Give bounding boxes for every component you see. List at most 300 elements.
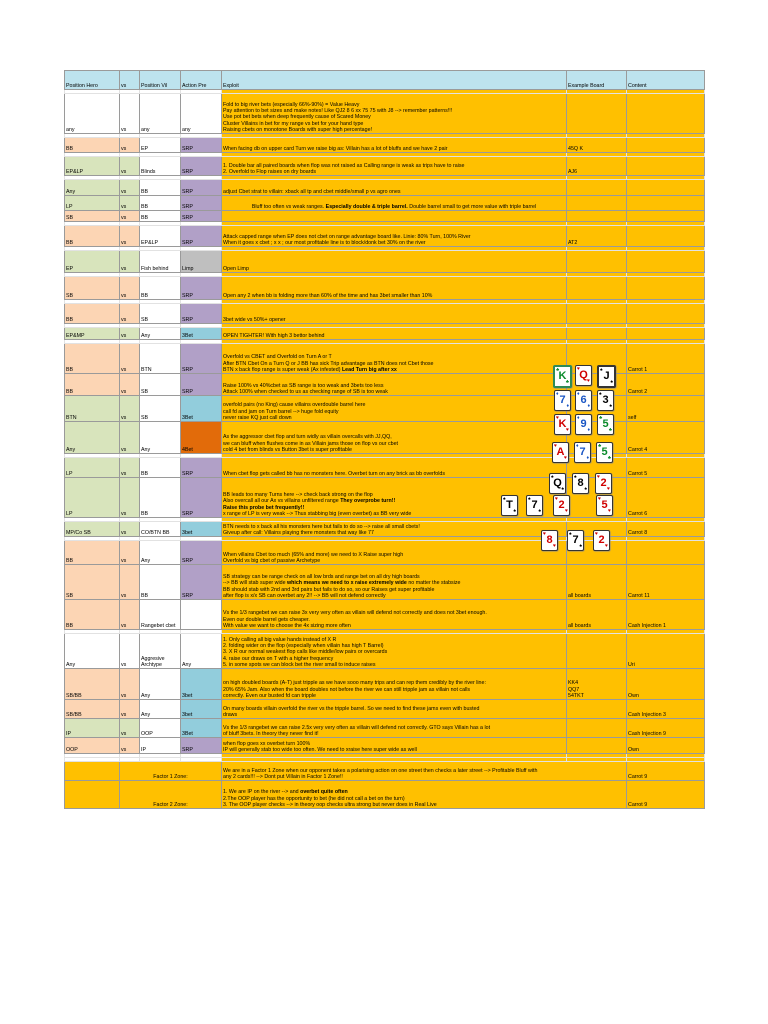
- cell-position-vil: [140, 669, 181, 700]
- vs-label: vs: [121, 746, 127, 753]
- exploit-line: 2. Overfold to Flop raises on dry boards: [223, 168, 317, 175]
- table-row: [65, 304, 705, 324]
- position-vil-label: Rangebet cbet: [141, 622, 176, 629]
- position-vil-label: SB: [141, 388, 149, 395]
- exploit-line: Attack 100% when checked to us as checking range of SB is too weak: [223, 388, 388, 395]
- exploit-line: Raising cbets on monotone Boards with super high percentage!: [223, 126, 372, 133]
- vs-label: vs: [121, 730, 127, 737]
- footer-empty: [65, 781, 120, 809]
- cell-position-vil: [140, 374, 181, 396]
- club-icon: ♣: [599, 415, 603, 421]
- position-vil-label: Fish behind: [141, 265, 169, 272]
- cell-action-pre: [181, 180, 222, 196]
- exploit-line: BB should stab with 2nd and 3rd pairs but fails to do so, so our Raises get super profitable: [223, 586, 435, 593]
- playing-card: [597, 390, 614, 411]
- cell-position-vil: [140, 157, 181, 176]
- cell-position-hero: [65, 196, 120, 211]
- cell-position-vil: [140, 196, 181, 211]
- exploit-line: Open Limp: [223, 265, 249, 272]
- action-pre-label: SRP: [182, 239, 193, 246]
- cell-vs: [120, 374, 140, 396]
- action-pre-label: SRP: [182, 168, 193, 175]
- exploit-line: Even our double barrel gets cheaper.: [223, 616, 310, 623]
- action-pre-label: SRP: [182, 145, 193, 152]
- exploit-line: BB leads too many Turns here --> check back strong on the flop: [223, 492, 373, 499]
- position-vil-label: BB: [141, 592, 149, 599]
- cell-position-hero: [65, 180, 120, 196]
- table-row: [65, 226, 705, 247]
- playing-card: [596, 442, 613, 463]
- cell-exploit: [222, 634, 567, 669]
- content-label: self: [628, 414, 637, 421]
- cell-position-vil: [140, 211, 181, 222]
- exploit-line: call fd and jam on Turn barrel --> huge fold equity: [223, 408, 339, 415]
- cell-exploit: [222, 738, 567, 754]
- header-position-hero: Position Hero: [65, 71, 120, 90]
- table-row: [65, 211, 705, 222]
- club-icon: ♣: [556, 367, 560, 373]
- cell-position-vil: [140, 478, 181, 518]
- cell-exploit: [222, 157, 567, 176]
- content-label: Cash Injection 1: [628, 622, 666, 629]
- exploit-line: SB strategy can be range check on all low brds and range bet on all dry high boards: [223, 574, 420, 581]
- cell-action-pre: [181, 541, 222, 565]
- content-label: Uri: [628, 661, 635, 668]
- cell-example-board: [567, 565, 627, 600]
- spade-icon: ♠: [561, 486, 564, 492]
- cell-content: [627, 738, 705, 754]
- action-pre-label: 3bet: [182, 692, 193, 699]
- table-row: [65, 157, 705, 176]
- cell-content: [627, 196, 705, 211]
- position-hero-label: EP&LP: [66, 168, 84, 175]
- vs-label: vs: [121, 557, 127, 564]
- cell-content: [627, 211, 705, 222]
- heart-icon: ♥: [608, 508, 611, 514]
- cell-action-pre: [181, 211, 222, 222]
- card-rank: 9: [580, 418, 587, 430]
- cell-action-pre: [181, 600, 222, 630]
- club-icon: ♣: [565, 379, 569, 385]
- cell-vs: [120, 304, 140, 324]
- card-rank: 7: [579, 446, 586, 458]
- exploit-line: overfold pairs (no King) cause villains overdouble barrel here: [223, 402, 366, 409]
- content-label: Carrot 1: [628, 366, 648, 373]
- table-row: [65, 94, 705, 134]
- exploit-line: --> BB will stab super wide which means we need to x raise extremely wide no matter the stabsize: [223, 580, 461, 587]
- cell-content: [627, 396, 705, 422]
- cell-position-hero: [65, 541, 120, 565]
- spade-icon: ♠: [584, 486, 587, 492]
- position-hero-label: SB/BB: [66, 692, 82, 699]
- content-label: Carrot 8: [628, 529, 648, 536]
- table-row: [65, 180, 705, 196]
- zone-label: Factor 1 Zone:: [153, 773, 188, 780]
- footer-row: [65, 781, 705, 809]
- cell-position-hero: [65, 396, 120, 422]
- cell-vs: [120, 700, 140, 719]
- exploit-line: 3bet wide vs 50%+ opener: [223, 316, 286, 323]
- playing-card: [501, 495, 518, 516]
- header-action-pre: Action Pre: [181, 71, 222, 90]
- vs-label: vs: [121, 168, 127, 175]
- exploit-line: With value we want to choose the 4x sizing more often: [223, 622, 351, 629]
- cell-example-board: [567, 719, 627, 738]
- cell-content: [627, 458, 705, 478]
- cell-position-hero: [65, 304, 120, 324]
- heart-icon: ♥: [595, 531, 598, 537]
- zone-label: Factor 2 Zone:: [153, 801, 188, 808]
- cell-position-hero: [65, 374, 120, 396]
- action-pre-label: SRP: [182, 292, 193, 299]
- playing-card: [593, 530, 610, 551]
- cell-action-pre: [181, 374, 222, 396]
- exploit-line: Raise 100% vs 40%cbet as SB range is too weak and 3bets too less: [223, 382, 384, 389]
- position-hero-label: SB/BB: [66, 711, 82, 718]
- cell-position-vil: [140, 138, 181, 153]
- card-rank: K: [558, 370, 567, 382]
- diamond-icon: ♦: [587, 427, 590, 433]
- card-rank: 5: [601, 499, 608, 511]
- playing-card: [595, 473, 612, 494]
- card-rank: J: [603, 370, 610, 382]
- heart-icon: ♥: [605, 543, 608, 549]
- cell-content: [627, 634, 705, 669]
- cell-vs: [120, 157, 140, 176]
- cell-action-pre: [181, 396, 222, 422]
- cell-position-vil: [140, 344, 181, 374]
- cell-content: [627, 422, 705, 454]
- position-vil-label: Any: [141, 692, 151, 699]
- cell-position-vil: [140, 422, 181, 454]
- spade-icon: ♠: [503, 496, 506, 502]
- cell-action-pre: [181, 138, 222, 153]
- example-board-label: AJ6: [568, 168, 578, 175]
- position-hero-label: Any: [66, 661, 76, 668]
- spade-icon: ♠: [538, 508, 541, 514]
- exploit-line: 1. Double bar all paired boards when flop was not raised as Calling range is weak as trips have to raise: [223, 162, 465, 169]
- spade-icon: ♠: [609, 403, 612, 409]
- vs-label: vs: [121, 388, 127, 395]
- cell-position-vil: [140, 634, 181, 669]
- cell-exploit: [222, 226, 567, 247]
- playing-card: [575, 390, 592, 411]
- cell-action-pre: [181, 700, 222, 719]
- exploit-line: BTN x back flop range is super weak (Ax infested) Lead Turn big after xx: [223, 366, 397, 373]
- exploit-line: when flop goes xx overbet turn 100%: [223, 740, 311, 747]
- card-rank: 6: [580, 394, 587, 406]
- cell-action-pre: [181, 522, 222, 537]
- cell-position-hero: [65, 458, 120, 478]
- position-hero-label: SB: [66, 214, 74, 221]
- cell-position-hero: [65, 211, 120, 222]
- cell-example-board: [567, 634, 627, 669]
- cell-content: [627, 700, 705, 719]
- exploit-line: 3. The OOP player checks --> in theory oop checks ultra strong but never does in Real Live: [223, 801, 437, 808]
- exploit-line: 2. folding wider on the flop (especially when villain has high T Barrel): [223, 643, 384, 650]
- card-rank: K: [558, 418, 567, 430]
- cell-action-pre: [181, 344, 222, 374]
- cell-example-board: [567, 251, 627, 273]
- position-vil-label: BB: [141, 203, 149, 210]
- card-rank: Q: [579, 369, 588, 381]
- playing-card: [552, 442, 569, 463]
- vs-label: vs: [121, 446, 127, 453]
- cell-content: [627, 478, 705, 518]
- table-row: [65, 600, 705, 630]
- vs-label: vs: [121, 692, 127, 699]
- cell-content: [627, 157, 705, 176]
- exploit-table: [64, 70, 705, 809]
- cell-content: [627, 719, 705, 738]
- cell-position-vil: [140, 226, 181, 247]
- card-rank: 2: [598, 534, 605, 546]
- position-vil-label: Blinds: [141, 168, 156, 175]
- spade-icon: ♠: [513, 508, 516, 514]
- action-pre-label: SRP: [182, 470, 193, 477]
- example-board-label: 45Q K: [568, 145, 584, 152]
- card-rank: 5: [602, 418, 609, 430]
- position-hero-label: SB: [66, 592, 74, 599]
- cell-action-pre: [181, 226, 222, 247]
- action-pre-label: SRP: [182, 203, 193, 210]
- cell-position-vil: [140, 328, 181, 340]
- cell-action-pre: [181, 304, 222, 324]
- cell-vs: [120, 522, 140, 537]
- cell-position-vil: [140, 738, 181, 754]
- vs-label: vs: [121, 203, 127, 210]
- playing-card: [575, 365, 592, 386]
- cell-action-pre: [181, 422, 222, 454]
- cell-position-hero: [65, 565, 120, 600]
- playing-card: [597, 365, 616, 388]
- heart-icon: ♥: [565, 508, 568, 514]
- position-vil-label: BB: [141, 214, 149, 221]
- cell-example-board: [567, 277, 627, 300]
- cell-example-board: [567, 211, 627, 222]
- cell-vs: [120, 634, 140, 669]
- table-row: [65, 700, 705, 719]
- cell-action-pre: [181, 634, 222, 669]
- exploit-line: adjust Cbet strat to villain: xback all tp and cbet middle/small p vs agro ones: [223, 188, 401, 195]
- exploit-line: x range of LP is very weak --> Thus stabbing big (even overbet) as BB very wide: [223, 510, 412, 517]
- exploit-line: cold 4 bet from blinds vs Button 3bet is super profitable: [223, 446, 352, 453]
- exploit-line: BTN needs to x back all his monsters here but fails to do so --> raise all small cbets!: [223, 523, 420, 530]
- card-rank: 3: [602, 394, 609, 406]
- position-vil-label: IP: [141, 746, 147, 753]
- footer-zone-label: [120, 781, 222, 809]
- position-hero-label: SB: [66, 292, 74, 299]
- exploit-line: As the aggressor cbet flop and turn widly as villain overcalls with JJ,QQ,: [223, 434, 392, 441]
- cell-position-hero: [65, 157, 120, 176]
- position-hero-label: BTN: [66, 414, 77, 421]
- playing-card: [553, 365, 572, 388]
- exploit-line: on high doubled boards (A-T) just tripple as we have sooo many trips and can rep them credibly by the river line:: [223, 680, 486, 687]
- cell-vs: [120, 478, 140, 518]
- cell-position-hero: [65, 478, 120, 518]
- position-hero-label: LP: [66, 203, 73, 210]
- exploit-line: draws: [223, 711, 238, 718]
- cell-vs: [120, 565, 140, 600]
- footer-exploit: [222, 781, 627, 809]
- playing-card: [567, 530, 584, 551]
- cell-position-vil: [140, 541, 181, 565]
- diamond-icon: ♦: [556, 391, 559, 397]
- playing-card: [541, 530, 558, 551]
- footer-row: [65, 762, 705, 781]
- cell-vs: [120, 226, 140, 247]
- exploit-line: Bluff too often vs weak ranges. Especially double & triple barrel. Double barrel small to get more value with triple barrel: [251, 203, 537, 210]
- header-row: [65, 71, 705, 90]
- cell-example-board: [567, 226, 627, 247]
- cell-example-board: [567, 669, 627, 700]
- card-rank: 5: [601, 446, 608, 458]
- cell-position-vil: [140, 600, 181, 630]
- position-hero-label: BB: [66, 622, 74, 629]
- cell-example-board: [567, 138, 627, 153]
- playing-card: [549, 473, 566, 494]
- cell-content: [627, 522, 705, 537]
- content-label: Cash Injection 3: [628, 711, 666, 718]
- exploit-line: 20% 65% Jam. Also when the board doubles not before the river we can still tripple jam as villain not calls: [223, 686, 471, 693]
- exploit-line: When it goes x cbet ; x x ; our most profitable line is to block/donk bet 30% on the river: [223, 239, 426, 246]
- cell-position-vil: [140, 719, 181, 738]
- cell-exploit: [222, 328, 567, 340]
- exploit-line: Also overcall all our Ax vs villains unfiltered range They overprobe turn!!: [223, 498, 396, 505]
- position-vil-label: SB: [141, 414, 149, 421]
- vs-label: vs: [121, 592, 127, 599]
- position-vil-label: CO/BTN BB: [141, 529, 170, 536]
- cell-vs: [120, 458, 140, 478]
- cell-exploit: [222, 719, 567, 738]
- footer-empty: [65, 762, 120, 781]
- action-pre-label: SRP: [182, 510, 193, 517]
- table-row: [65, 565, 705, 600]
- card-rank: 7: [531, 499, 538, 511]
- heart-icon: ♥: [553, 543, 556, 549]
- cell-example-board: [567, 304, 627, 324]
- heart-icon: ♥: [607, 486, 610, 492]
- vs-label: vs: [121, 188, 127, 195]
- vs-label: vs: [121, 316, 127, 323]
- exploit-line: after flop is x/x SB can overbet any 2!! --> BB will not defend correctly: [223, 592, 386, 599]
- exploit-line: OPEN TIGHTER! With high 3 bettor behind: [223, 332, 325, 339]
- cell-exploit: [222, 251, 567, 273]
- action-pre-label: 3bet: [182, 711, 193, 718]
- exploit-line: 3. X R our normal weakest flop calls like middle/low pairs or overcards: [223, 649, 388, 656]
- cell-position-hero: [65, 738, 120, 754]
- position-vil-label: OOP: [141, 730, 153, 737]
- table-row: [65, 328, 705, 340]
- spade-icon: ♠: [599, 391, 602, 397]
- playing-card: [554, 390, 571, 411]
- action-pre-label: 3bet: [182, 529, 193, 536]
- cell-example-board: [567, 700, 627, 719]
- cell-exploit: [222, 600, 567, 630]
- playing-card: [574, 442, 591, 463]
- club-icon: ♣: [598, 443, 602, 449]
- action-pre-label: 3Bet: [182, 332, 193, 339]
- heart-icon: ♥: [566, 427, 569, 433]
- position-hero-label: BB: [66, 388, 74, 395]
- example-board-label: all boards: [568, 622, 591, 629]
- cell-exploit: [222, 565, 567, 600]
- action-pre-label: 3Bet: [182, 414, 193, 421]
- card-rank: 7: [559, 394, 566, 406]
- exploit-line: Cluster Villains in bet for my range vs bet for your hand type: [223, 120, 364, 127]
- cell-vs: [120, 328, 140, 340]
- cell-content: [627, 600, 705, 630]
- exploit-line: correctly. Even our busted fd can tripple: [223, 692, 316, 699]
- position-vil-label: EP: [141, 145, 149, 152]
- heart-icon: ♥: [555, 496, 558, 502]
- spade-icon: ♠: [551, 474, 554, 480]
- position-vil-label: Any: [141, 332, 151, 339]
- cell-action-pre: [181, 565, 222, 600]
- cell-example-board: [567, 738, 627, 754]
- cell-position-hero: [65, 138, 120, 153]
- cell-vs: [120, 422, 140, 454]
- header-position-vil: Position Vil: [140, 71, 181, 90]
- cell-position-hero: [65, 422, 120, 454]
- content-label: Carrot 9: [628, 801, 648, 808]
- cell-exploit: [222, 455, 567, 478]
- cell-vs: [120, 344, 140, 374]
- cell-exploit: [222, 396, 567, 422]
- cell-vs: [120, 541, 140, 565]
- cell-position-vil: [140, 458, 181, 478]
- exploit-line: Attack capped range when EP does not cbet on range advantage board like. Linie: 80% Turn, 100% River: [223, 233, 471, 240]
- cell-position-hero: [65, 719, 120, 738]
- spade-icon: ♠: [579, 543, 582, 549]
- content-label: Carrot 6: [628, 510, 648, 517]
- position-hero-label: BB: [66, 557, 74, 564]
- position-vil-label: SB: [141, 316, 149, 323]
- exploit-line: Fold to big river bets (especially 66%-90%) = Value Heavy: [223, 101, 360, 108]
- card-rank: 8: [546, 534, 553, 546]
- cell-content: [627, 344, 705, 374]
- cell-content: [627, 251, 705, 273]
- heart-icon: ♥: [577, 366, 580, 372]
- club-icon: ♣: [608, 427, 612, 433]
- cell-example-board: [567, 600, 627, 630]
- table-row: [65, 196, 705, 211]
- cell-exploit: [222, 422, 567, 454]
- spade-icon: ♠: [574, 474, 577, 480]
- playing-card: [597, 414, 614, 435]
- cell-action-pre: [181, 669, 222, 700]
- cell-action-pre: [181, 328, 222, 340]
- header-content: Content: [627, 71, 705, 90]
- position-vil-label: BB: [141, 292, 149, 299]
- cell-exploit: [222, 344, 567, 374]
- spreadsheet: [64, 70, 704, 809]
- content-label: Own: [628, 746, 639, 753]
- vs-label: vs: [121, 661, 127, 668]
- cell-vs: [120, 277, 140, 300]
- position-hero-label: BB: [66, 239, 74, 246]
- spade-icon: ♠: [569, 531, 572, 537]
- cell-action-pre: [181, 719, 222, 738]
- diamond-icon: ♦: [577, 415, 580, 421]
- position-hero-label: Any: [66, 446, 76, 453]
- cell-position-hero: [65, 226, 120, 247]
- cell-position-vil: [140, 565, 181, 600]
- table-row: [65, 738, 705, 754]
- position-hero-label: OOP: [66, 746, 78, 753]
- cell-vs: [120, 251, 140, 273]
- cell-action-pre: [181, 277, 222, 300]
